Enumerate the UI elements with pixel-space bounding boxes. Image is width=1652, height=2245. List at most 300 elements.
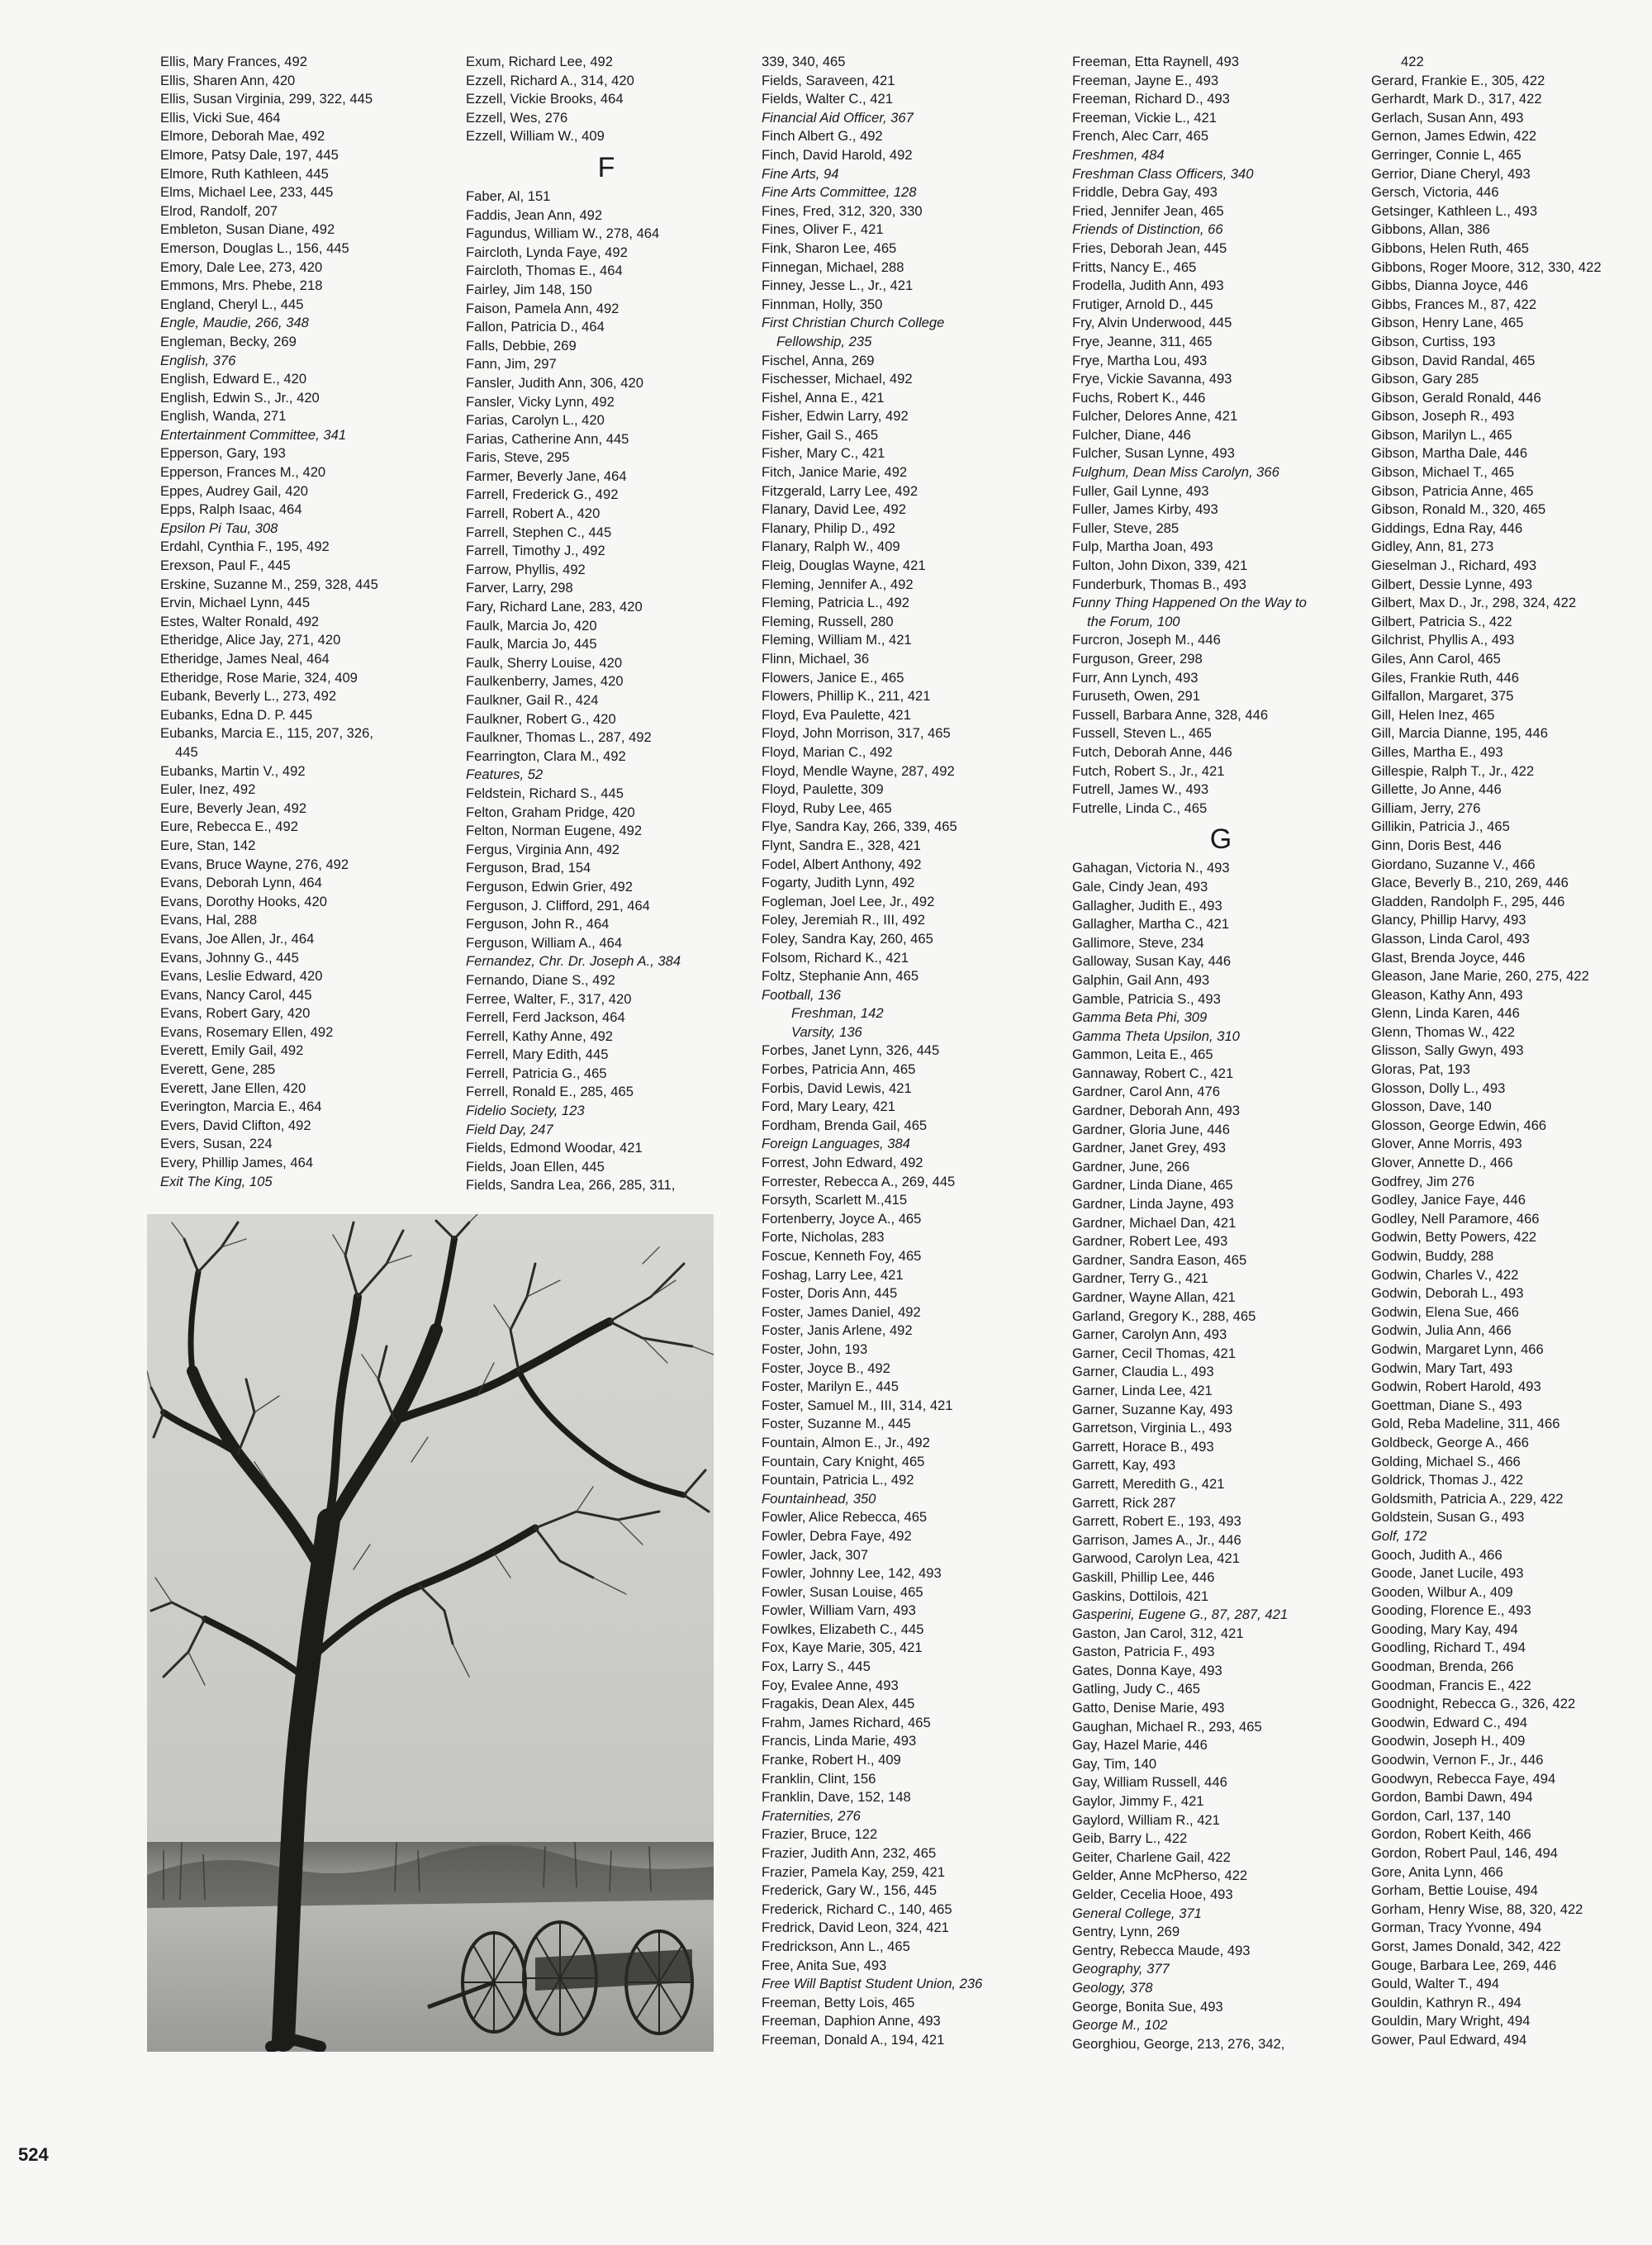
index-entry: Fowler, Alice Rebecca, 465 [762,1509,928,1526]
index-entry: Franke, Robert H., 409 [762,1752,901,1768]
index-entry: Fowler, William Varn, 493 [762,1602,916,1619]
index-entry: Farrell, Robert A., 420 [466,505,601,522]
index-entry: Fraternities, 276 [762,1807,861,1824]
index-entry: Gardner, Sandra Eason, 465 [1072,1251,1247,1268]
index-entry: Franklin, Clint, 156 [762,1770,876,1787]
index-entry: Goodwin, Joseph H., 409 [1371,1733,1526,1749]
index-entry: Flowers, Janice E., 465 [762,669,904,686]
index-entry: Fann, Jim, 297 [466,356,557,373]
index-entry: Faison, Pamela Ann, 492 [466,300,620,316]
index-entry: Glosson, Dolly L., 493 [1371,1080,1506,1096]
index-entry: Faulkner, Thomas L., 287, 492 [466,729,652,746]
index-entry: Faulkenberry, James, 420 [466,673,624,690]
index-entry: Godley, Janice Faye, 446 [1371,1192,1526,1208]
index-entry: Exit The King, 105 [160,1173,273,1189]
index-entry: Godwin, Robert Harold, 493 [1371,1379,1541,1395]
index-entry: George, Bonita Sue, 493 [1072,1998,1223,2015]
index-entry: Forsyth, Scarlett M.,415 [762,1192,908,1208]
index-entry: Giles, Frankie Ruth, 446 [1371,669,1519,686]
index-entry: Evans, Bruce Wayne, 276, 492 [160,856,349,872]
index-entry: Fries, Deborah Jean, 445 [1072,240,1227,256]
index-entry: Gleason, Jane Marie, 260, 275, 422 [1371,968,1589,985]
index-entry: Fowler, Debra Faye, 492 [762,1527,912,1544]
index-entry: Etheridge, James Neal, 464 [160,651,330,667]
index-entry: Evans, Deborah Lynn, 464 [160,875,322,891]
index-entry: Elmore, Patsy Dale, 197, 445 [160,146,339,163]
index-entry: Garner, Carolyn Ann, 493 [1072,1327,1227,1343]
index-entry: Faircloth, Lynda Faye, 492 [466,244,628,260]
index-entry: Eppes, Audrey Gail, 420 [160,482,308,499]
index-entry: Fine Arts, 94 [762,165,839,182]
index-entry: Evans, Leslie Edward, 420 [160,968,323,985]
index-entry: Godwin, Betty Powers, 422 [1371,1229,1537,1246]
index-entry: Funny Thing Happened On the Way to [1072,595,1307,611]
index-entry: Gardner, Robert Lee, 493 [1072,1233,1228,1250]
index-entry: Gay, Hazel Marie, 446 [1072,1737,1208,1754]
index-entry: Farias, Carolyn L., 420 [466,412,605,429]
index-entry: Freeman, Richard D., 493 [1072,91,1230,107]
index-entry: Goettman, Diane S., 493 [1371,1397,1522,1413]
index-entry: Fleming, William M., 421 [762,632,912,648]
index-entry: Freshmen, 484 [1072,146,1165,163]
index-entry: Foley, Jeremiah R., III, 492 [762,912,925,928]
index-entry: Farver, Larry, 298 [466,580,573,596]
index-entry: Fearrington, Clara M., 492 [466,748,626,764]
index-entry: Features, 52 [466,767,544,783]
index-entry: Gaylor, Jimmy F., 421 [1072,1793,1204,1810]
index-entry: Gower, Paul Edward, 494 [1371,2031,1527,2048]
index-entry: Ezzell, Richard A., 314, 420 [466,72,634,88]
index-entry: Giles, Ann Carol, 465 [1371,651,1501,667]
index-entry: Gaughan, Michael R., 293, 465 [1072,1718,1262,1735]
index-entry: Gould, Walter T., 494 [1371,1976,1499,1992]
index-entry: Godwin, Buddy, 288 [1371,1248,1494,1264]
index-entry: Frye, Jeanne, 311, 465 [1072,333,1213,349]
index-entry: Fuller, Steve, 285 [1072,520,1180,536]
index-entry: Gilfallon, Margaret, 375 [1371,688,1514,705]
index-entry: Geiter, Charlene Gail, 422 [1072,1849,1231,1865]
index-entry: Fisher, Edwin Larry, 492 [762,408,909,425]
index-entry: Galloway, Susan Kay, 446 [1072,953,1232,970]
index-entry: Furcron, Joseph M., 446 [1072,632,1221,648]
index-entry: Freshman, 142 [791,1005,884,1022]
index-entry: Fried, Jennifer Jean, 465 [1072,202,1224,219]
index-entry: Faddis, Jean Ann, 492 [466,206,603,223]
index-entry: Flanary, David Lee, 492 [762,501,906,518]
page-number: 524 [18,2144,49,2165]
index-entry: Epps, Ralph Isaac, 464 [160,501,302,518]
index-entry: Faulk, Marcia Jo, 420 [466,617,597,634]
index-entry: Gorham, Bettie Louise, 494 [1371,1882,1539,1899]
index-entry: Foreign Languages, 384 [762,1136,910,1152]
index-entry: Forrest, John Edward, 492 [762,1155,923,1171]
index-entry: Gooding, Florence E., 493 [1371,1602,1531,1619]
index-entry: Fines, Fred, 312, 320, 330 [762,202,923,219]
index-entry: Futch, Deborah Anne, 446 [1072,743,1232,760]
index-entry: Eubanks, Martin V., 492 [160,762,306,779]
index-entry: Fogleman, Joel Lee, Jr., 492 [762,893,935,909]
index-entry: Fields, Sandra Lea, 266, 285, 311, [466,1177,676,1194]
index-entry: Evans, Rosemary Ellen, 492 [160,1023,334,1040]
index-entry: Finney, Jesse L., Jr., 421 [762,278,914,294]
index-entry: Gouldin, Mary Wright, 494 [1371,2013,1531,2029]
index-entry: Gibson, Henry Lane, 465 [1371,315,1524,331]
index-entry: Giddings, Edna Ray, 446 [1371,520,1523,536]
index-entry: Fields, Walter C., 421 [762,91,893,107]
index-entry: English, Edwin S., Jr., 420 [160,389,320,406]
index-entry: Varsity, 136 [791,1023,862,1040]
index-entry: Fuchs, Robert K., 446 [1072,389,1206,406]
index-entry: Gamma Theta Upsilon, 310 [1072,1028,1240,1044]
index-entry: Floyd, Eva Paulette, 421 [762,706,911,723]
index-entry: French, Alec Carr, 465 [1072,128,1209,145]
index-entry: Elrod, Randolf, 207 [160,202,278,219]
index-entry: Everett, Emily Gail, 492 [160,1042,304,1059]
index-entry: Getsinger, Kathleen L., 493 [1371,202,1538,219]
index-entry: Emory, Dale Lee, 273, 420 [160,259,323,275]
index-entry: Fisher, Gail S., 465 [762,426,879,443]
index-entry: Fishel, Anna E., 421 [762,389,885,406]
index-entry: Farrow, Phyllis, 492 [466,561,586,577]
index-entry: the Forum, 100 [1087,613,1180,629]
index-entry: Gorst, James Donald, 342, 422 [1371,1938,1561,1954]
index-entry: George M., 102 [1072,2017,1168,2034]
index-entry: Gibson, Curtiss, 193 [1371,333,1496,349]
index-entry: General College, 371 [1072,1905,1202,1921]
index-entry: Emerson, Douglas L., 156, 445 [160,240,349,256]
index-entry: Fernando, Diane S., 492 [466,971,615,988]
index-column-5 [1371,53,1644,2050]
index-entry: Ezzell, William W., 409 [466,128,605,145]
index-entry: Ferguson, J. Clifford, 291, 464 [466,897,650,914]
index-entry: Finch Albert G., 492 [762,128,883,145]
index-entry: Frutiger, Arnold D., 445 [1072,296,1213,312]
index-entry: Gibbons, Roger Moore, 312, 330, 422 [1371,259,1602,275]
index-entry: Gibson, Michael T., 465 [1371,464,1515,481]
index-entry: Freshman Class Officers, 340 [1072,165,1254,182]
index-entry: Etheridge, Alice Jay, 271, 420 [160,632,341,648]
index-entry: Gallimore, Steve, 234 [1072,934,1204,951]
index-entry: Gilbert, Max D., Jr., 298, 324, 422 [1371,595,1577,611]
index-entry: Faulk, Sherry Louise, 420 [466,654,623,671]
index-entry: Gibson, Joseph R., 493 [1371,408,1515,425]
index-entry: Foshag, Larry Lee, 421 [762,1266,904,1283]
index-entry: Finch, David Harold, 492 [762,146,913,163]
index-entry: Folsom, Richard K., 421 [762,949,909,966]
index-entry: Gold, Reba Madeline, 311, 466 [1371,1416,1560,1432]
index-entry: Gersch, Victoria, 446 [1371,184,1499,201]
index-entry: Evans, Hal, 288 [160,912,258,928]
index-entry: Garretson, Virginia L., 493 [1072,1420,1232,1436]
index-entry: Fortenberry, Joyce A., 465 [762,1210,922,1227]
index-entry: Eubanks, Marcia E., 115, 207, 326, [160,725,373,742]
index-entry: Ferguson, William A., 464 [466,934,623,951]
index-entry: Finnegan, Michael, 288 [762,259,904,275]
index-entry: Foster, James Daniel, 492 [762,1303,921,1320]
index-entry: Fernandez, Chr. Dr. Joseph A., 384 [466,953,681,970]
index-entry: Gatto, Denise Marie, 493 [1072,1700,1225,1716]
index-entry: Financial Aid Officer, 367 [762,109,914,126]
index-entry: Godwin, Mary Tart, 493 [1371,1360,1513,1376]
index-entry: Francis, Linda Marie, 493 [762,1733,917,1749]
index-entry: Gerlach, Susan Ann, 493 [1371,109,1524,126]
index-entry: Garland, Gregory K., 288, 465 [1072,1308,1256,1324]
index-entry: Gammon, Leita E., 465 [1072,1047,1213,1063]
index-entry: Glace, Beverly B., 210, 269, 446 [1371,875,1569,891]
index-entry: Epsilon Pi Tau, 308 [160,520,278,536]
index-entry: Freeman, Jayne E., 493 [1072,72,1219,88]
index-entry: Fields, Saraveen, 421 [762,72,895,88]
index-entry: Glasson, Linda Carol, 493 [1371,930,1530,947]
index-entry: Gibson, David Randal, 465 [1371,352,1536,368]
index-entry: Goodman, Brenda, 266 [1371,1659,1514,1675]
index-entry: Ferguson, Brad, 154 [466,860,591,876]
index-entry: Gibbs, Frances M., 87, 422 [1371,296,1537,312]
index-entry: English, 376 [160,352,236,368]
index-entry: Frye, Martha Lou, 493 [1072,352,1208,368]
index-entry: Frazier, Pamela Kay, 259, 421 [762,1863,945,1880]
index-entry: Fleming, Patricia L., 492 [762,595,909,611]
index-entry: Foscue, Kenneth Foy, 465 [762,1248,922,1264]
index-entry: Erexson, Paul F., 445 [160,558,291,574]
index-entry: Fowler, Susan Louise, 465 [762,1583,923,1600]
index-entry: Glenn, Thomas W., 422 [1371,1023,1516,1040]
index-entry: Evans, Dorothy Hooks, 420 [160,893,327,909]
index-entry: Fulcher, Susan Lynne, 493 [1072,445,1235,462]
index-entry: Foltz, Stephanie Ann, 465 [762,968,919,985]
index-entry: Elms, Michael Lee, 233, 445 [160,184,334,201]
index-entry: Floyd, John Morrison, 317, 465 [762,725,951,742]
index-entry: Gallagher, Martha C., 421 [1072,916,1230,933]
index-entry: Fussell, Steven L., 465 [1072,725,1212,742]
index-entry: Fogarty, Judith Lynn, 492 [762,875,915,891]
index-entry: Gaston, Jan Carol, 312, 421 [1072,1625,1244,1641]
index-entry: Goodnight, Rebecca G., 326, 422 [1371,1696,1576,1712]
index-entry: Gates, Donna Kaye, 493 [1072,1662,1222,1678]
index-entry: Forbis, David Lewis, 421 [762,1080,912,1096]
index-entry: Gardner, Janet Grey, 493 [1072,1140,1227,1156]
index-entry: Erdahl, Cynthia F., 195, 492 [160,539,330,555]
index-entry: Gerringer, Connie L, 465 [1371,146,1521,163]
index-entry: Goodwyn, Rebecca Faye, 494 [1371,1770,1556,1787]
index-entry: Everington, Marcia E., 464 [160,1099,322,1115]
index-entry: Gardner, Carol Ann, 476 [1072,1084,1220,1100]
index-entry: Free, Anita Sue, 493 [762,1957,887,1973]
index-entry: Freeman, Betty Lois, 465 [762,1994,915,2010]
index-entry: Etheridge, Rose Marie, 324, 409 [160,669,358,686]
index-entry: Fairley, Jim 148, 150 [466,281,592,297]
index-entry: Gilles, Martha E., 493 [1371,743,1503,760]
index-entry: Farrell, Timothy J., 492 [466,543,605,559]
index-entry: Gaston, Patricia F., 493 [1072,1644,1215,1660]
index-entry: Flinn, Michael, 36 [762,651,870,667]
index-entry: Galphin, Gail Ann, 493 [1072,971,1210,988]
index-entry: Gentry, Rebecca Maude, 493 [1072,1942,1251,1958]
index-entry: Ellis, Mary Frances, 492 [160,54,307,69]
index-entry: Engle, Maudie, 266, 348 [160,315,309,331]
index-entry: Godwin, Charles V., 422 [1371,1266,1519,1283]
section-letter: F [597,151,615,183]
index-entry: Flanary, Philip D., 492 [762,520,896,536]
index-entry: Fowler, Jack, 307 [762,1546,869,1563]
index-entry: Garrett, Rick 287 [1072,1494,1176,1511]
index-entry: Ezzell, Vickie Brooks, 464 [466,91,624,107]
index-entry: Farrell, Stephen C., 445 [466,524,612,540]
index-entry: Funderburk, Thomas B., 493 [1072,576,1246,592]
index-entry: Flowers, Phillip K., 211, 421 [762,688,931,705]
index-entry: Emmons, Mrs. Phebe, 218 [160,278,323,294]
index-entry: Ford, Mary Leary, 421 [762,1099,896,1115]
index-entry: Foster, Suzanne M., 445 [762,1416,911,1432]
index-entry: English, Edward E., 420 [160,371,307,387]
index-entry: Gerhardt, Mark D., 317, 422 [1371,91,1542,107]
index-entry: Gentry, Lynn, 269 [1072,1924,1180,1940]
index-entry: 339, 340, 465 [762,54,846,69]
index-entry: Gelder, Anne McPherso, 422 [1072,1868,1248,1884]
index-entry: Fountain, Almon E., Jr., 492 [762,1434,930,1450]
index-entry: Foy, Evalee Anne, 493 [762,1677,899,1693]
index-entry: Embleton, Susan Diane, 492 [160,221,335,238]
index-entry: Gibson, Gary 285 [1371,371,1479,387]
index-entry: Evans, Johnny G., 445 [160,949,299,966]
index-entry: Futrell, James W., 493 [1072,781,1209,798]
index-entry: Evers, David Clifton, 492 [160,1117,311,1133]
index-entry: Geography, 377 [1072,1961,1170,1977]
index-entry: Fordham, Brenda Gail, 465 [762,1117,928,1133]
index-entry: Glosson, Dave, 140 [1371,1099,1492,1115]
index-entry: Eure, Beverly Jean, 492 [160,800,307,816]
index-entry: Everett, Gene, 285 [160,1061,276,1078]
index-column-3 [762,53,1042,2050]
index-entry: Goldstein, Susan G., 493 [1371,1509,1525,1526]
index-entry: Fodel, Albert Anthony, 492 [762,856,922,872]
index-entry: Eure, Stan, 142 [160,837,256,853]
index-entry: Furguson, Greer, 298 [1072,651,1203,667]
index-entry: Garner, Claudia L., 493 [1072,1364,1214,1380]
index-entry: Gooding, Mary Kay, 494 [1371,1621,1518,1637]
index-entry: Gibbs, Dianna Joyce, 446 [1371,278,1529,294]
index-entry: Geology, 378 [1072,1979,1153,1996]
index-entry: Ferguson, John R., 464 [466,916,610,933]
index-entry: Exum, Richard Lee, 492 [466,54,614,69]
index-entry: Goldsmith, Patricia A., 229, 422 [1371,1490,1564,1507]
index-entry: Farrell, Frederick G., 492 [466,486,619,503]
index-entry: Fisher, Mary C., 421 [762,445,885,462]
index-entry: Fulcher, Delores Anne, 421 [1072,408,1238,425]
index-entry: Fines, Oliver F., 421 [762,221,884,238]
index-entry: Ginn, Doris Best, 446 [1371,837,1502,853]
index-entry: Freeman, Daphion Anne, 493 [762,2013,941,2029]
index-entry: Floyd, Mendle Wayne, 287, 492 [762,762,955,779]
index-entry: Gillikin, Patricia J., 465 [1371,819,1510,835]
index-entry: Eubank, Beverly L., 273, 492 [160,688,337,705]
index-entry: Gilbert, Patricia S., 422 [1371,613,1512,629]
index-entry: Ferguson, Edwin Grier, 492 [466,878,633,895]
index-entry: Godwin, Deborah L., 493 [1371,1285,1524,1302]
index-entry: Fuller, James Kirby, 493 [1072,501,1218,518]
index-entry: Gillespie, Ralph T., Jr., 422 [1371,762,1535,779]
index-entry: Foster, Doris Ann, 445 [762,1285,898,1302]
index-entry: Fox, Larry S., 445 [762,1659,871,1675]
index-entry: Gardner, Terry G., 421 [1072,1270,1208,1287]
index-entry: Goodling, Richard T., 494 [1371,1640,1526,1656]
index-entry: Faulk, Marcia Jo, 445 [466,636,597,653]
index-entry: Fry, Alvin Underwood, 445 [1072,315,1232,331]
index-entry: Fussell, Barbara Anne, 328, 446 [1072,706,1269,723]
index-entry: Gardner, Linda Jayne, 493 [1072,1196,1234,1213]
index-entry: Gibbons, Helen Ruth, 465 [1371,240,1529,256]
index-entry: Epperson, Frances M., 420 [160,464,326,481]
index-entry: Frederick, Gary W., 156, 445 [762,1882,938,1899]
index-entry: Garwood, Carolyn Lea, 421 [1072,1550,1240,1567]
index-entry: Gooch, Judith A., 466 [1371,1546,1502,1563]
index-entry: Gibson, Martha Dale, 446 [1371,445,1528,462]
index-entry: Ferrell, Ronald E., 285, 465 [466,1084,634,1100]
index-entry: Futch, Robert S., Jr., 421 [1072,762,1225,779]
index-entry: Football, 136 [762,986,841,1003]
index-entry: Gatling, Judy C., 465 [1072,1681,1200,1697]
index-entry: Gardner, Wayne Allan, 421 [1072,1289,1236,1305]
index-entry: Foster, Marilyn E., 445 [762,1379,900,1395]
index-entry: Freeman, Etta Raynell, 493 [1072,54,1239,69]
index-entry: Frazier, Bruce, 122 [762,1826,878,1843]
index-entry: Epperson, Gary, 193 [160,445,286,462]
index-entry: Gallagher, Judith E., 493 [1072,897,1222,914]
index-entry: Floyd, Marian C., 492 [762,743,893,760]
index-entry: Fellowship, 235 [776,333,872,349]
index-entry: Geib, Barry L., 422 [1072,1830,1188,1847]
index-entry: Fitch, Janice Marie, 492 [762,464,908,481]
index-entry: Gouge, Barbara Lee, 269, 446 [1371,1957,1557,1973]
index-entry: Gay, William Russell, 446 [1072,1774,1227,1791]
index-entry: 422 [1401,54,1424,69]
index-entry: Fallon, Patricia D., 464 [466,319,605,335]
index-entry: Glast, Brenda Joyce, 446 [1371,949,1526,966]
index-entry: Franklin, Dave, 152, 148 [762,1789,911,1806]
index-entry: Eure, Rebecca E., 492 [160,819,298,835]
index-entry: Gamma Beta Phi, 309 [1072,1009,1208,1026]
index-entry: Garner, Linda Lee, 421 [1072,1382,1213,1398]
index-entry: Garrett, Kay, 493 [1072,1457,1176,1474]
index-entry: Futrelle, Linda C., 465 [1072,800,1208,816]
index-entry: Gibbons, Allan, 386 [1371,221,1490,238]
index-entry: Goodman, Francis E., 422 [1371,1677,1531,1693]
index-entry: Entertainment Committee, 341 [160,426,347,443]
index-entry: Evans, Nancy Carol, 445 [160,986,312,1003]
index-entry: Godwin, Elena Sue, 466 [1371,1303,1519,1320]
index-entry: Foster, Joyce B., 492 [762,1360,890,1376]
index-entry: Flynt, Sandra E., 328, 421 [762,837,921,853]
section-letter: G [1209,823,1232,856]
index-entry: Fulp, Martha Joan, 493 [1072,539,1213,555]
index-entry: Furuseth, Owen, 291 [1072,688,1200,705]
index-entry: Glover, Anne Morris, 493 [1371,1136,1522,1152]
index-entry: Evans, Robert Gary, 420 [160,1005,311,1022]
index-entry: Gorman, Tracy Yvonne, 494 [1371,1920,1542,1936]
index-entry: Ferrell, Kathy Anne, 492 [466,1028,614,1044]
index-entry: Frye, Vickie Savanna, 493 [1072,371,1232,387]
index-entry: Golding, Michael S., 466 [1371,1453,1521,1469]
index-entry: Goode, Janet Lucile, 493 [1371,1565,1524,1582]
index-entry: Goldrick, Thomas J., 422 [1371,1472,1524,1488]
index-entry: Falls, Debbie, 269 [466,337,577,354]
index-entry: Gardner, Deborah Ann, 493 [1072,1103,1240,1119]
index-entry: Gale, Cindy Jean, 493 [1072,878,1208,895]
index-entry: Eubanks, Edna D. P. 445 [160,706,313,723]
index-entry: Fleming, Russell, 280 [762,613,894,629]
index-entry: Gahagan, Victoria N., 493 [1072,860,1230,876]
index-entry: Fredrickson, Ann L., 465 [762,1938,910,1954]
